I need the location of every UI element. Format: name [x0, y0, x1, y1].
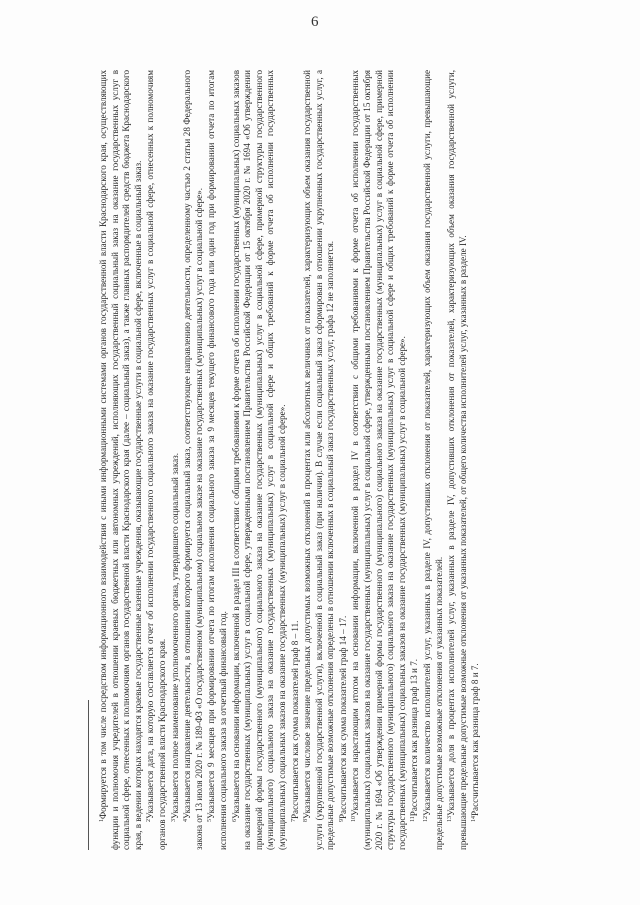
footnote: [145, 70, 168, 850]
footnote: [302, 70, 337, 850]
footnote: [422, 70, 445, 850]
footnote-number: 3: [170, 819, 177, 822]
footnote: [350, 70, 408, 850]
footnote-number: 11: [410, 816, 417, 822]
footnote-separator: [88, 700, 89, 850]
footnote: [170, 70, 182, 850]
footnote: [206, 70, 229, 850]
footnote-number: 10: [351, 816, 358, 822]
footnote: [409, 70, 421, 850]
footnote-text: Указывается доля в процентах исполнителей услуг, указанных в разделе IV, допустивших отклонения от показателей, характеризующих объем оказания государственной услуги, превышающие предельные допустимые возможные отклонения от указанных показателей, от общего количества исполнителей услуг, указанных в разделе IV.: [446, 70, 468, 850]
footnote-text: Формируется в том числе посредством информационного взаимодействия с иными информационными системами органов государственной власти Краснодарского края, осуществляющих функции и полномочия учредителей в отношении краевых бюджетных или автономных учреждений, исполняющих государственный социальный заказ на оказание государственных услуг в социальной сфере, отнесенных к полномочиям органов государственной власти Краснодарского края (далее – социальный заказ), а также главных распорядителей средств бюджета Краснодарского края, в ведении которых находятся краевые государственные казенные учреждения, оказывающие государственные услуги в социальной сфере, включенные в социальный заказ.: [98, 70, 143, 850]
footnote-number: 6: [231, 819, 238, 822]
footnote-text: Указывается количество исполнителей услуг, указанных в разделе IV, допустивших отклонения от показателей, характеризующих объем оказания государственной услуги, превышающие предельные допустимые возможные отклонения от указанных показателей.: [422, 70, 444, 850]
footnote-text: Рассчитывается как разница граф 13 и 7.: [409, 658, 420, 817]
footnote-text: Указывается полное наименование уполномоченного органа, утвердившего социальный заказ.: [169, 453, 180, 819]
footnote-number: 1: [99, 819, 105, 822]
footnote: [470, 70, 482, 850]
footnote-number: 2: [146, 819, 153, 822]
footnote-number: 12: [423, 816, 430, 822]
footnote: [446, 70, 469, 850]
footnote-text: Рассчитывается как разница граф 8 и 7.: [470, 663, 481, 816]
footnote-text: Указывается числовое значение предельных допустимых возможных отклонений в процентах или абсолютных величинах от показателей, характеризующих объем оказания государственной услуги (укрупненной государственной услуги), включенной в социальный заказ (при наличии). В случае если социальный заказ сформирован в отношении укрупненных государственных услуг, а предельные допустимые возможные отклонения определены в отношении включенных в социальный заказ государственных услуг, графа 12 не заполняется.: [302, 70, 336, 850]
footnote-text: Указывается на основании информации, включенной в раздел III в соответствии с общими требованиями к форме отчета об исполнении государственных (муниципальных) социальных заказов на оказание государственных (муниципальных) услуг в социальной сфере, утвержденными постановлением Правительства Российской Федерации от 15 октября 2020 г. № 1694 «Об утверждении примерной формы государственного (муниципального) социального заказа на оказание государственных (муниципальных) услуг в социальной сфере, примерной структуры государственного (муниципального) социального заказа на оказание государственных (муниципальных) услуг в социальной сфере и общих требований к форме отчета об исполнении государственных (муниципальных) социальных заказов на оказание государственных (муниципальных) услуг в социальной сфере».: [230, 70, 287, 850]
footnote-number: 14: [471, 816, 478, 822]
footnote: [338, 70, 350, 850]
footnote-number: 4: [183, 819, 190, 822]
footnotes-block: [98, 70, 578, 850]
footnote: [98, 70, 144, 850]
footnote-text: Указывается направление деятельности, в отношении которого формируется социальный заказ, соответствующее направлению деятельности, определенному частью 2 статьи 28 Федерального закона от 13 июля 2020 г. № 189-ФЗ «О государственном (муниципальном) социальном заказе на оказание государственных (муниципальных) услуг в социальной сфере».: [182, 70, 204, 850]
footnotes-list: [98, 70, 482, 850]
footnote-number: 13: [447, 816, 454, 822]
footnote-text: Указывается 9 месяцев при формировании отчета по итогам исполнения социального заказа за 9 месяцев текущего финансового года или один год при формировании отчета по итогам исполнения социального заказа за отчетный финансовый год.: [206, 70, 228, 850]
footnote-text: Указывается нарастающим итогом на основании информации, включенной в раздел IV в соответствии с общими требованиями к форме отчета об исполнении государственных (муниципальных) социальных заказов на оказание государственных (муниципальных) услуг в социальной сфере, утвержденными постановлением Правительства Российской Федерации от 15 октября 2020 г. № 1694 «Об утверждении примерной формы государственного (муниципального) социального заказа на оказание государственных (муниципальных) услуг в социальной сфере, примерной структуры государственного (муниципального) социального заказа на оказание государственных (муниципальных) услуг в социальной сфере и общих требований к форме отчета об исполнении государственных (муниципальных) социальных заказов на оказание государственных (муниципальных) услуг в социальной сфере».: [350, 70, 407, 850]
footnote-number: 5: [207, 819, 214, 822]
footnote-number: 8: [303, 819, 310, 822]
footnote: [290, 70, 302, 850]
footnote: [182, 70, 205, 850]
footnote: [231, 70, 289, 850]
footnote-number: 7: [290, 819, 297, 822]
footnote-text: Указывается дата, на которую составляется отчет об исполнении государственного социального заказа на оказание государственных услуг в социальной сфере, отнесенных к полномочиям органов государственной власти Краснодарского края.: [145, 70, 167, 850]
footnote-text: Рассчитывается как сумма показателей граф 14 – 17.: [337, 615, 348, 819]
page-number: 6: [311, 14, 319, 30]
footnote-text: Рассчитывается как сумма показателей граф 8 – 11.: [289, 620, 300, 819]
footnote-number: 9: [338, 819, 345, 822]
